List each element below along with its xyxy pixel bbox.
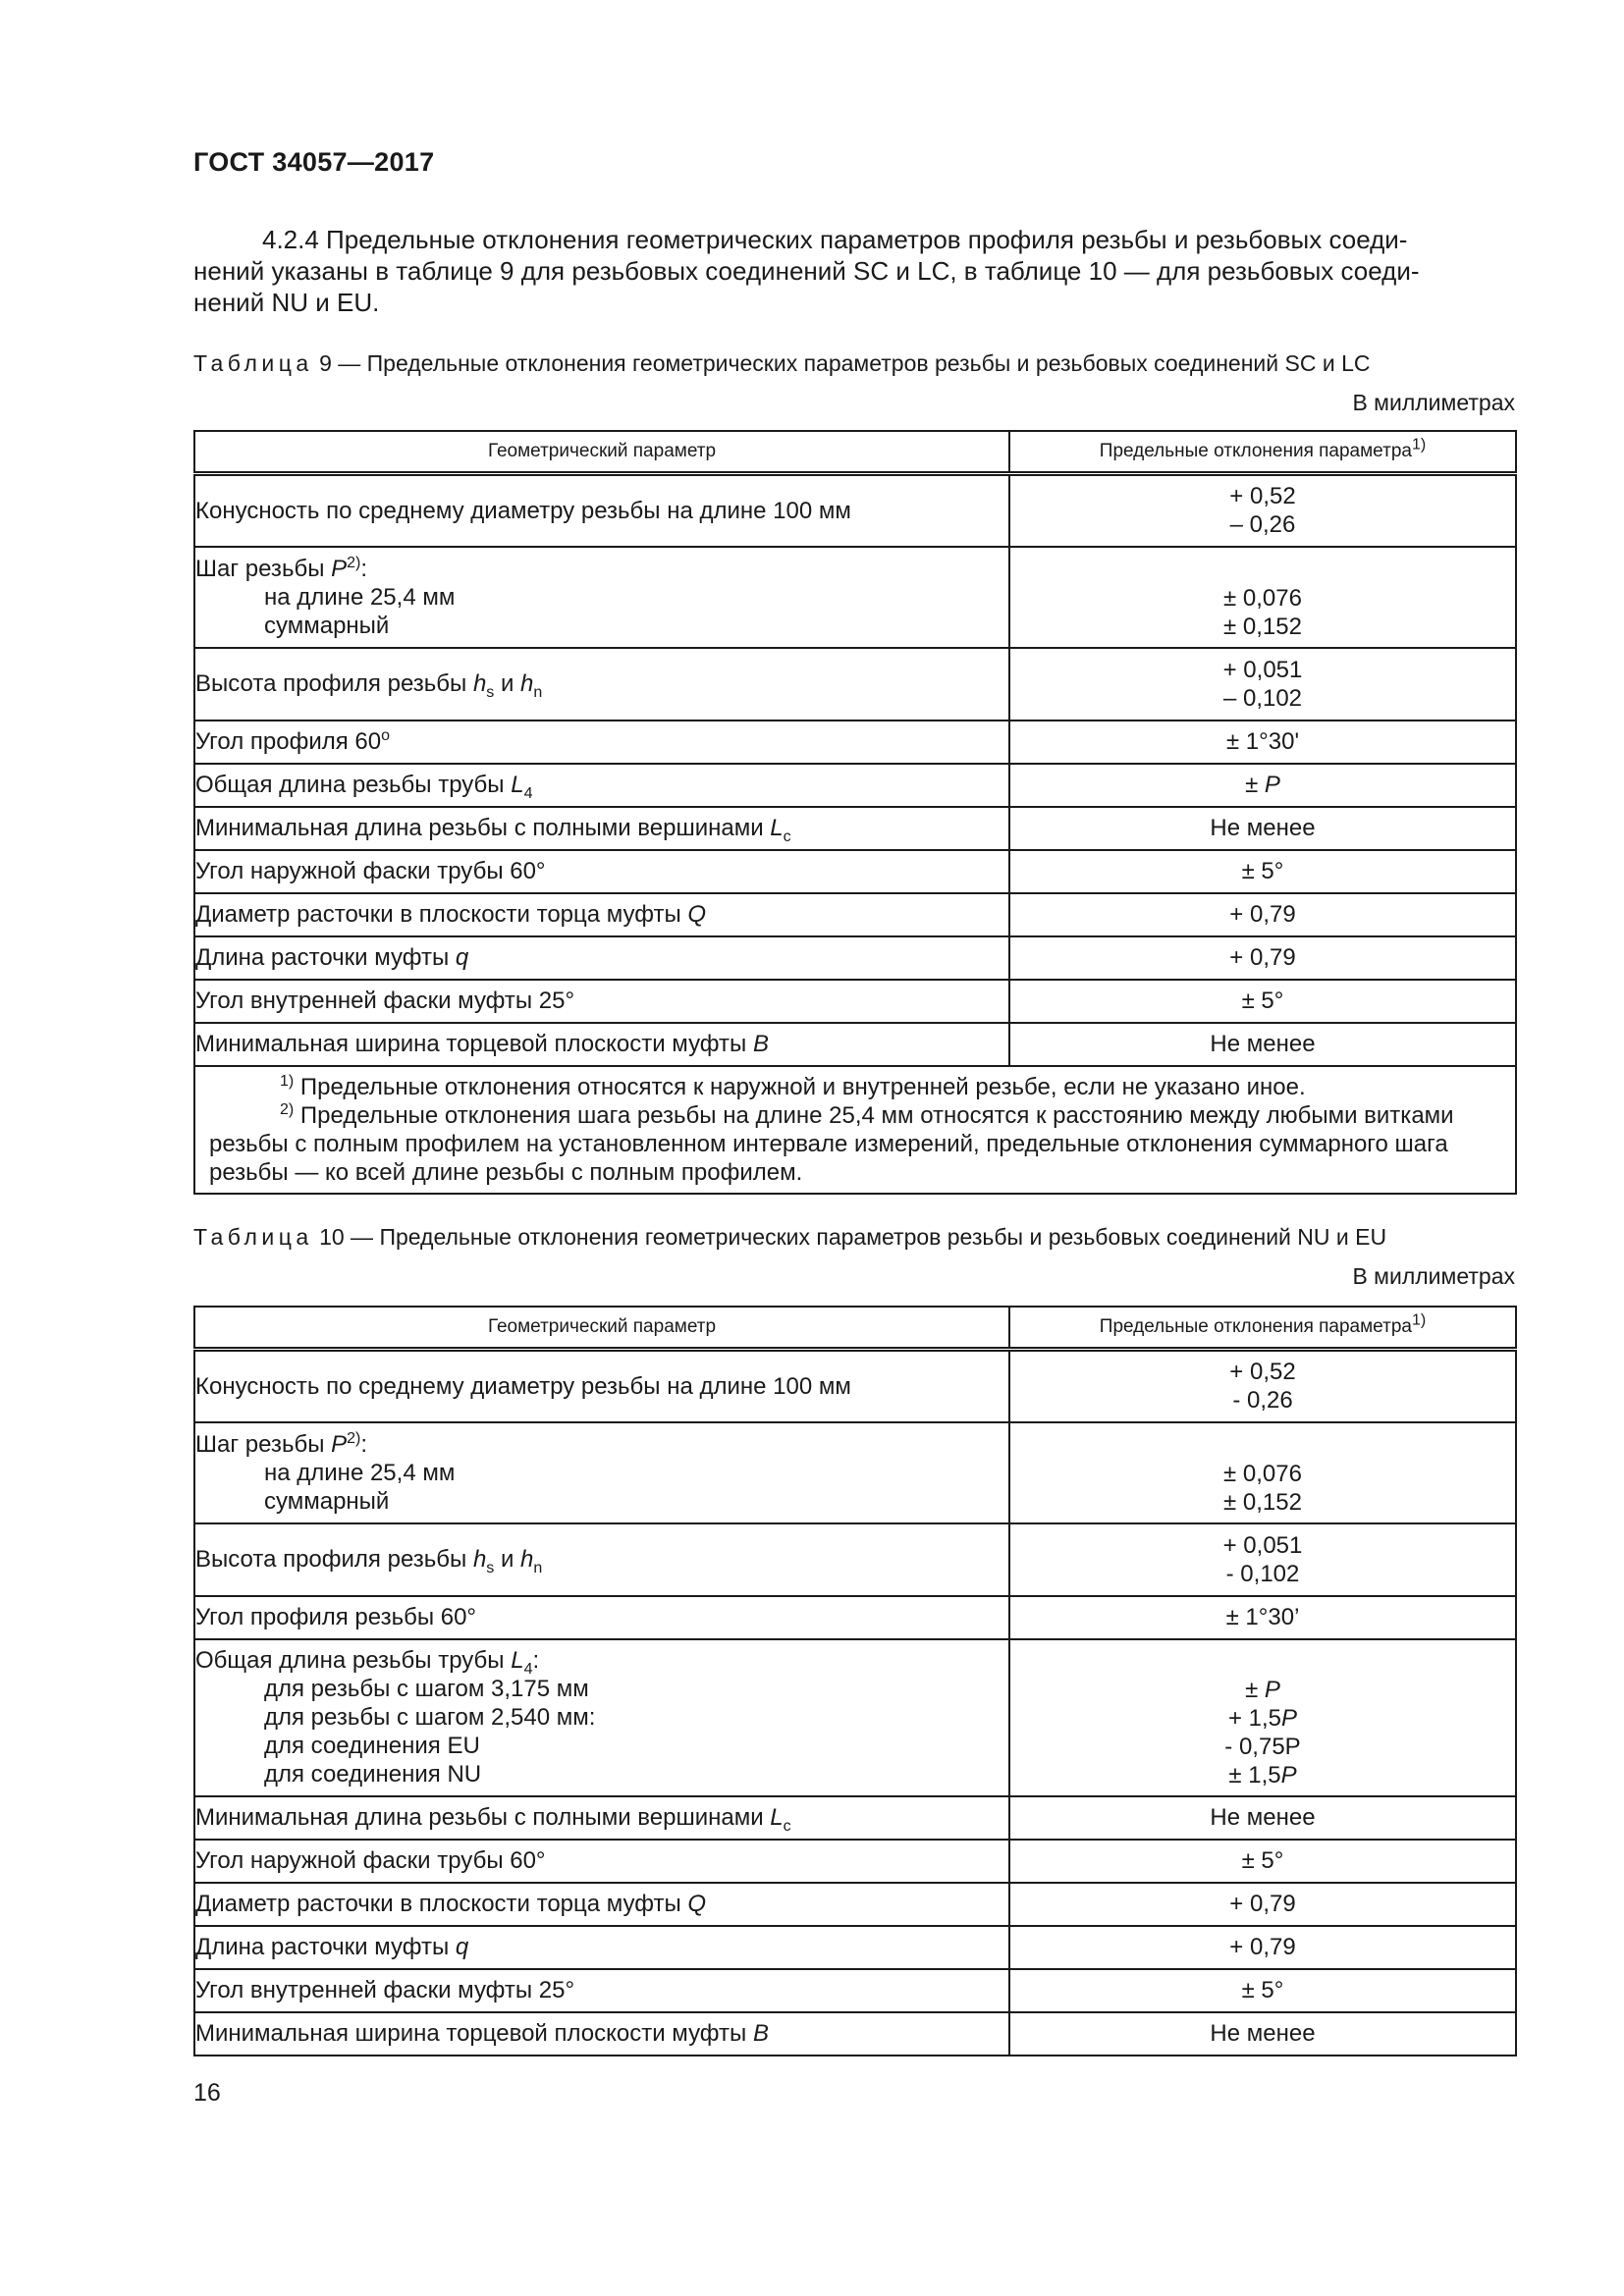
- value-cell: + 0,79: [1009, 893, 1516, 936]
- param-suffix: :: [532, 1647, 540, 1674]
- table10-units: В миллиметрах: [1352, 1263, 1515, 1289]
- param-subscript: s: [486, 683, 495, 701]
- page-number: 16: [193, 2079, 221, 2107]
- value-line: – 0,102: [1222, 684, 1303, 712]
- param-cell: [194, 1883, 1009, 1926]
- param-label: Шаг резьбы: [195, 1430, 332, 1458]
- table-row: [194, 1639, 1516, 1796]
- param-cell: [194, 1796, 1009, 1840]
- param-subline: на длине 25,4 мм: [264, 583, 456, 611]
- param-cell: [194, 1523, 1009, 1596]
- value-cell: ± 5°: [1009, 1969, 1516, 2012]
- value-cell: [1009, 764, 1516, 807]
- table-row: [194, 764, 1516, 807]
- table-row: [194, 1023, 1516, 1066]
- value-cell: [1009, 474, 1516, 547]
- param-label: Общая длина резьбы трубы: [195, 1647, 512, 1674]
- param-subline: для соединения EU: [264, 1733, 480, 1759]
- table-row: [194, 850, 1516, 893]
- param-subline: для соединения NU: [264, 1761, 482, 1788]
- value-line: ± 0,152: [1223, 1488, 1302, 1516]
- param-symbol: h: [472, 1546, 487, 1573]
- value-cell: ± 5°: [1009, 1840, 1516, 1883]
- param-symbol: P: [331, 555, 348, 582]
- document-header: ГОСТ 34057—2017: [193, 147, 435, 177]
- footnote-text: резьбы — ко всей длине резьбы с полным профилем.: [209, 1158, 803, 1186]
- param-label: Минимальная ширина торцевой плоскости муфты: [195, 1031, 753, 1057]
- value-line: + 0,52: [1229, 1359, 1296, 1386]
- value-cell: Не менее: [1009, 1023, 1516, 1066]
- footnote-mark: 2): [280, 1100, 295, 1118]
- param-subline: суммарный: [264, 612, 390, 639]
- param-cell: [194, 648, 1009, 721]
- table-row: [194, 893, 1516, 936]
- param-label: Диаметр расточки в плоскости торца муфты: [195, 1891, 688, 1917]
- value-cell: Не менее: [1009, 2012, 1516, 2056]
- param-line: [195, 1430, 1008, 1459]
- value-line: [1010, 1704, 1515, 1733]
- value-cell: [1009, 547, 1516, 648]
- value-line: [1010, 1761, 1515, 1789]
- param-cell: [194, 807, 1009, 850]
- value-line: - 0,102: [1225, 1560, 1300, 1587]
- table-row: [194, 807, 1516, 850]
- degree-mark: o: [381, 727, 390, 744]
- value-symbol: P: [1264, 1676, 1280, 1703]
- param-cell: Угол наружной фаски трубы 60°: [194, 1840, 1009, 1883]
- table9-caption-prefix: Таблица: [193, 350, 313, 376]
- param-symbol: B: [752, 1031, 769, 1057]
- param-label: и: [494, 1546, 521, 1573]
- param-label: Минимальная длина резьбы с полными вершинами: [195, 1804, 771, 1831]
- param-cell: [194, 2012, 1009, 2056]
- footnote-text: Предельные отклонения относятся к наружной и внутренней резьбе, если не указано иное.: [294, 1073, 1306, 1100]
- param-label: Шаг резьбы: [195, 555, 332, 582]
- param-cell: Угол внутренней фаски муфты 25°: [194, 1969, 1009, 2012]
- param-subscript: 4: [523, 1660, 533, 1678]
- param-line: [195, 555, 1008, 583]
- value-line: [1010, 1676, 1515, 1704]
- intro-paragraph: [193, 224, 1515, 318]
- footnote-text: Предельные отклонения шага резьбы на длине 25,4 мм относятся к расстоянию между любыми витками: [294, 1101, 1454, 1129]
- intro-line: нений указаны в таблице 9 для резьбовых соединений SC и LC, в таблице 10 — для резьбовых соеди-: [193, 256, 1420, 286]
- param-cell: [194, 893, 1009, 936]
- column-header-deviation: [1009, 1307, 1516, 1350]
- table10-caption: [193, 1223, 1386, 1251]
- param-suffix: :: [360, 1430, 368, 1458]
- value-cell: ± 5°: [1009, 980, 1516, 1023]
- value-cell: [1009, 1350, 1516, 1422]
- value-symbol: P: [1280, 1761, 1297, 1789]
- footnote-mark: 1): [280, 1072, 295, 1090]
- table9: [193, 430, 1517, 1195]
- table-row: [194, 1926, 1516, 1969]
- table-row: [194, 648, 1516, 721]
- value-cell: + 0,79: [1009, 1883, 1516, 1926]
- param-symbol: L: [511, 772, 524, 798]
- footnote-mark: 2): [347, 1429, 361, 1447]
- value-sign: ±: [1245, 1676, 1265, 1703]
- param-cell: [194, 1422, 1009, 1523]
- value-sign: ±: [1245, 772, 1265, 798]
- value-line: ± 0,076: [1223, 1460, 1302, 1487]
- column-header-deviation-label: Предельные отклонения параметра: [1099, 441, 1412, 461]
- value-number: ± 1,5: [1228, 1761, 1281, 1789]
- param-cell: Угол профиля резьбы 60°: [194, 1596, 1009, 1639]
- column-header-deviation: [1009, 431, 1516, 474]
- value-line: - 0,75P: [1224, 1733, 1301, 1760]
- table-row: [194, 1969, 1516, 2012]
- param-cell: Угол внутренней фаски муфты 25°: [194, 980, 1009, 1023]
- value-line: ± 0,076: [1223, 584, 1302, 612]
- param-label: Минимальная ширина торцевой плоскости муфты: [195, 2020, 753, 2047]
- value-cell: + 0,79: [1009, 936, 1516, 980]
- param-symbol: L: [770, 815, 784, 841]
- value-cell: ± 1°30': [1009, 721, 1516, 764]
- table9-units: В миллиметрах: [1352, 390, 1515, 415]
- value-symbol: P: [1264, 772, 1280, 798]
- value-cell: [1009, 648, 1516, 721]
- value-cell: [1009, 1422, 1516, 1523]
- param-label: Минимальная длина резьбы с полными вершинами: [195, 815, 771, 841]
- footnotes-cell: [194, 1066, 1516, 1194]
- table-row: [194, 1796, 1516, 1840]
- value-symbol: P: [1281, 1704, 1298, 1732]
- param-symbol: L: [511, 1647, 524, 1674]
- param-label: Угол профиля 60: [195, 728, 382, 755]
- intro-line: нений NU и EU.: [193, 288, 380, 317]
- table9-caption: [193, 349, 1371, 377]
- footnotes-row: [194, 1066, 1516, 1194]
- param-subscript: n: [533, 683, 543, 701]
- param-label: и: [494, 670, 521, 697]
- param-subscript: s: [486, 1559, 495, 1576]
- param-symbol: q: [455, 944, 469, 971]
- value-cell: + 0,79: [1009, 1926, 1516, 1969]
- table9-caption-text: 9 — Предельные отклонения геометрических параметров резьбы и резьбовых соединений SC и LC: [319, 350, 1371, 376]
- value-cell: Не менее: [1009, 1796, 1516, 1840]
- param-label: Высота профиля резьбы: [195, 670, 473, 697]
- footnote-mark: 1): [1411, 436, 1427, 454]
- param-label: Длина расточки муфты: [195, 1934, 456, 1960]
- table-header-row: [194, 431, 1516, 474]
- param-label: Диаметр расточки в плоскости торца муфты: [195, 901, 688, 928]
- param-subline: для резьбы с шагом 3,175 мм: [264, 1676, 589, 1702]
- param-label: Общая длина резьбы трубы: [195, 772, 512, 798]
- table-row: [194, 980, 1516, 1023]
- param-cell: [194, 1926, 1009, 1969]
- param-cell: [194, 1639, 1009, 1796]
- param-subscript: 4: [523, 784, 533, 802]
- param-symbol: h: [472, 670, 487, 697]
- param-subscript: c: [783, 828, 791, 845]
- value-line: + 0,051: [1222, 656, 1303, 683]
- value-cell: ± 1°30’: [1009, 1596, 1516, 1639]
- param-cell: [194, 936, 1009, 980]
- param-symbol: h: [520, 670, 534, 697]
- param-symbol: B: [752, 2020, 769, 2047]
- table-row: [194, 1350, 1516, 1422]
- footnote-text: резьбы с полным профилем на установленном интервале измерений, предельные отклонения суммарного шага: [209, 1130, 1448, 1157]
- param-symbol: L: [770, 1804, 784, 1831]
- value-line: - 0,26: [1232, 1387, 1293, 1415]
- table-row: [194, 1596, 1516, 1639]
- table-row: [194, 1422, 1516, 1523]
- param-subline: на длине 25,4 мм: [264, 1459, 456, 1486]
- footnote-mark: 1): [1411, 1311, 1427, 1329]
- param-cell: [194, 764, 1009, 807]
- value-number: + 1,5: [1227, 1704, 1282, 1732]
- table10: [193, 1306, 1517, 2056]
- param-cell: [194, 721, 1009, 764]
- param-subscript: n: [533, 1559, 543, 1576]
- footnote-mark: 2): [347, 554, 361, 571]
- value-line: ± 0,152: [1223, 613, 1302, 640]
- table10-caption-text: 10 — Предельные отклонения геометрических параметров резьбы и резьбовых соединений NU и EU: [319, 1224, 1387, 1250]
- param-cell: Конусность по среднему диаметру резьбы на длине 100 мм: [194, 474, 1009, 547]
- table-row: [194, 936, 1516, 980]
- param-cell: [194, 1023, 1009, 1066]
- column-header-parameter: Геометрический параметр: [194, 1307, 1009, 1350]
- param-subline: суммарный: [264, 1487, 390, 1515]
- table10-caption-prefix: Таблица: [193, 1224, 313, 1250]
- column-header-parameter: Геометрический параметр: [194, 431, 1009, 474]
- param-cell: Конусность по среднему диаметру резьбы на длине 100 мм: [194, 1350, 1009, 1422]
- footnote-2: [209, 1101, 1501, 1130]
- table-header-row: [194, 1307, 1516, 1350]
- param-label: Длина расточки муфты: [195, 944, 456, 971]
- param-subscript: c: [783, 1817, 791, 1835]
- column-header-deviation-label: Предельные отклонения параметра: [1099, 1316, 1412, 1337]
- param-symbol: Q: [687, 901, 707, 928]
- table-row: [194, 474, 1516, 547]
- param-subline: для резьбы с шагом 2,540 мм:: [264, 1704, 596, 1731]
- intro-line: 4.2.4 Предельные отклонения геометрических параметров профиля резьбы и резьбовых соеди-: [262, 225, 1408, 254]
- table-row: [194, 721, 1516, 764]
- value-cell: [1009, 1639, 1516, 1796]
- param-suffix: :: [360, 555, 368, 582]
- table-row: [194, 1883, 1516, 1926]
- table-row: [194, 547, 1516, 648]
- footnote-1: [209, 1073, 1501, 1101]
- param-cell: [194, 547, 1009, 648]
- param-cell: Угол наружной фаски трубы 60°: [194, 850, 1009, 893]
- param-symbol: P: [331, 1430, 348, 1458]
- param-symbol: h: [520, 1546, 534, 1573]
- value-line: + 0,52: [1229, 483, 1296, 510]
- table-row: [194, 2012, 1516, 2056]
- value-cell: ± 5°: [1009, 850, 1516, 893]
- param-label: Высота профиля резьбы: [195, 1546, 473, 1573]
- value-cell: Не менее: [1009, 807, 1516, 850]
- param-symbol: q: [455, 1934, 469, 1960]
- param-line: [195, 1646, 1008, 1678]
- value-line: – 0,26: [1229, 511, 1296, 539]
- table-row: [194, 1523, 1516, 1596]
- value-cell: [1009, 1523, 1516, 1596]
- param-symbol: Q: [687, 1891, 707, 1917]
- value-line: + 0,051: [1222, 1531, 1303, 1559]
- table-row: [194, 1840, 1516, 1883]
